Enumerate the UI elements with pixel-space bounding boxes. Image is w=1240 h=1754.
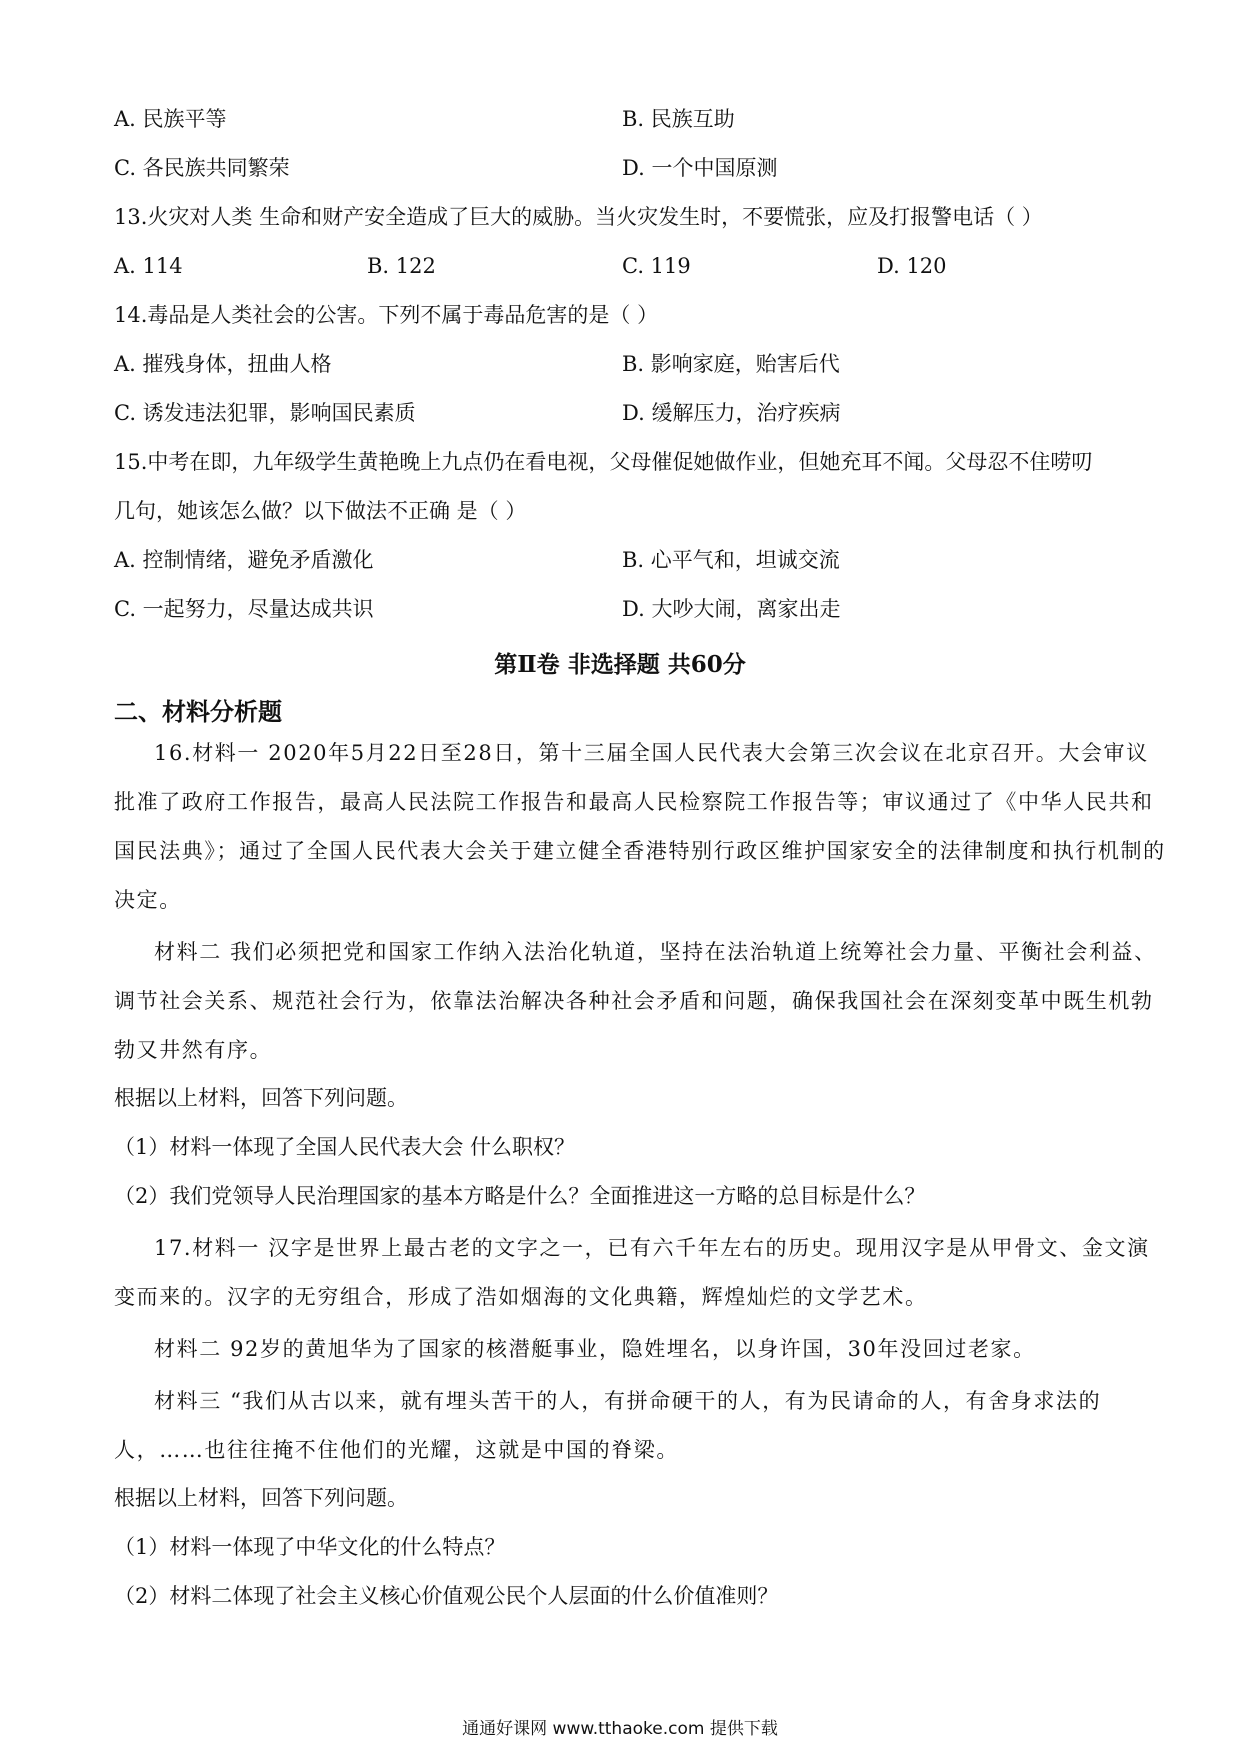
q14-stem: 14.毒品是人类社会的公害。下列不属于毒品危害的是（ ） xyxy=(114,303,659,327)
q16-material2-line1: 材料二 我们必须把党和国家工作纳入法治化轨道，坚持在法治轨道上统筹社会力量、平衡社会利益、 xyxy=(154,940,1157,964)
q12-option-a: A. 民族平等 xyxy=(114,107,227,131)
q17-material1-line1: 17.材料一 汉字是世界上最古老的文字之一，已有六千年左右的历史。现用汉字是从甲骨文、金文演 xyxy=(154,1236,1150,1260)
q15-stem-line2: 几句，她该怎么做？以下做法不正确 是（ ） xyxy=(114,499,527,523)
footer-watermark: 通通好课网 www.tthaoke.com 提供下载 xyxy=(462,1719,778,1739)
q14-option-c: C. 诱发违法犯罪，影响国民素质 xyxy=(114,401,416,425)
q15-option-c: C. 一起努力，尽量达成共识 xyxy=(114,597,374,621)
q13-option-a: A. 114 xyxy=(114,254,183,278)
q17-material3-line2: 人，……也往往掩不住他们的光耀，这就是中国的脊梁。 xyxy=(114,1438,679,1462)
q17-sub-question-2: （2）材料二体现了社会主义核心价值观公民个人层面的什么价值准则？ xyxy=(114,1584,779,1608)
q12-option-c: C. 各民族共同繁荣 xyxy=(114,156,290,180)
q16-material1-line1: 16.材料一 2020年5月22日至28日，第十三届全国人民代表大会第三次会议在北京召开。大会审议 xyxy=(154,741,1149,765)
q12-option-d: D. 一个中国原测 xyxy=(622,156,778,180)
q14-option-b: B. 影响家庭，贻害后代 xyxy=(622,352,840,376)
q16-sub-question-1: （1）材料一体现了全国人民代表大会 什么职权？ xyxy=(114,1135,576,1159)
q16-sub-question-2: （2）我们党领导人民治理国家的基本方略是什么？全面推进这一方略的总目标是什么？ xyxy=(114,1184,926,1208)
q16-material1-line4: 决定。 xyxy=(114,888,182,912)
q16-material2-line3: 勃又井然有序。 xyxy=(114,1038,273,1062)
q16-material1-line2: 批准了政府工作报告，最高人民法院工作报告和最高人民检察院工作报告等；审议通过了《中华人民共和 xyxy=(114,790,1154,814)
q13-option-b: B. 122 xyxy=(367,254,436,278)
q17-sub-question-1: （1）材料一体现了中华文化的什么特点？ xyxy=(114,1535,506,1559)
section-title: 第Ⅱ卷 非选择题 共60分 xyxy=(494,651,746,678)
q15-option-d: D. 大吵大闹，离家出走 xyxy=(622,597,841,621)
q15-option-a: A. 控制情绪，避免矛盾激化 xyxy=(114,548,374,572)
q12-option-b: B. 民族互助 xyxy=(622,107,735,131)
q17-material3-line1: 材料三 “我们从古以来，就有埋头苦干的人，有拼命硬干的人，有为民请命的人，有舍身求法的 xyxy=(154,1389,1102,1413)
q17-material2: 材料二 92岁的黄旭华为了国家的核潜艇事业，隐姓埋名，以身许国，30年没回过老家。 xyxy=(154,1337,1036,1361)
q14-option-d: D. 缓解压力，治疗疾病 xyxy=(622,401,841,425)
q13-option-d: D. 120 xyxy=(877,254,947,278)
q13-option-c: C. 119 xyxy=(622,254,691,278)
q16-material1-line3: 国民法典》；通过了全国人民代表大会关于建立健全香港特别行政区维护国家安全的法律制度和执行机制的 xyxy=(114,839,1166,863)
section-heading: 二、材料分析题 xyxy=(114,697,282,726)
q17-material1-line2: 变而来的。汉字的无穷组合，形成了浩如烟海的文化典籍，辉煌灿烂的文学艺术。 xyxy=(114,1285,928,1309)
q14-option-a: A. 摧残身体，扭曲人格 xyxy=(114,352,332,376)
q15-option-b: B. 心平气和，坦诚交流 xyxy=(622,548,840,572)
q16-prompt: 根据以上材料，回答下列问题。 xyxy=(114,1086,408,1110)
q16-material2-line2: 调节社会关系、规范社会行为，依靠法治解决各种社会矛盾和问题，确保我国社会在深刻变革中既生机勃 xyxy=(114,989,1154,1013)
q13-stem: 13.火灾对人类 生命和财产安全造成了巨大的威胁。当火灾发生时，不要慌张，应及打报警电话（ ） xyxy=(114,205,1043,229)
q17-prompt: 根据以上材料，回答下列问题。 xyxy=(114,1486,408,1510)
q15-stem-line1: 15.中考在即，九年级学生黄艳晚上九点仍在看电视，父母催促她做作业，但她充耳不闻。父母忍不住唠叨 xyxy=(114,450,1093,474)
